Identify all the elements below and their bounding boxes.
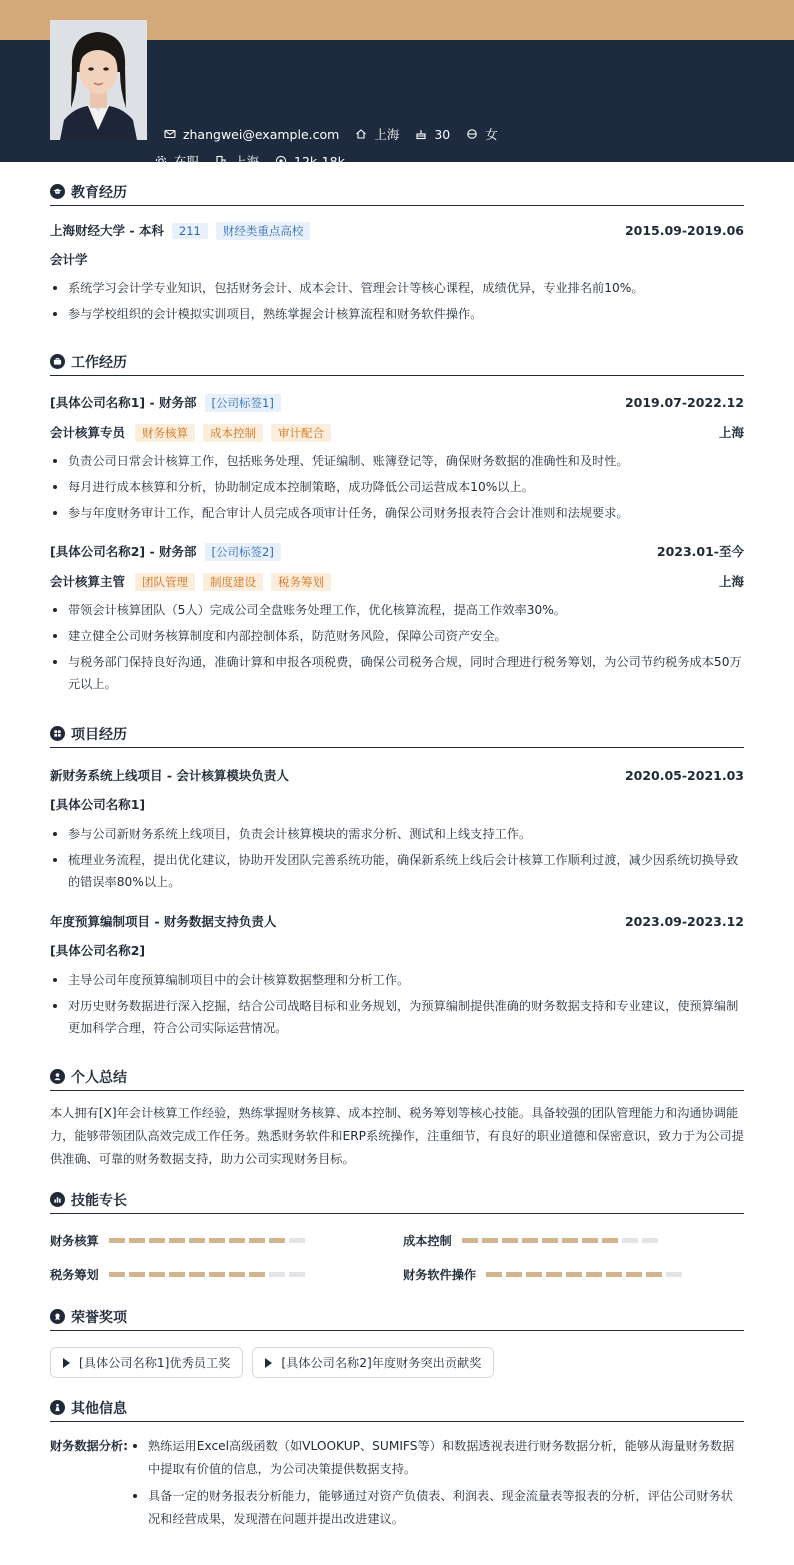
project-company: [具体公司名称1]	[50, 797, 146, 812]
skill-level-segment	[642, 1238, 658, 1243]
skill-level-segment	[522, 1238, 538, 1243]
school-tag: 211	[172, 223, 208, 239]
skill-level-segment	[189, 1272, 205, 1277]
status-item	[155, 152, 199, 170]
skill-level-segment	[462, 1238, 478, 1243]
project-period: 2023.09-2023.12	[624, 913, 744, 929]
age-text: 30	[434, 126, 451, 142]
skill-level-segment	[289, 1238, 305, 1243]
skill-level-segment	[626, 1272, 642, 1277]
education-title-text: 教育经历	[71, 184, 127, 201]
job-bullets	[50, 599, 744, 695]
skill-item	[403, 1231, 744, 1249]
user-icon	[50, 1069, 65, 1084]
settings-icon	[155, 155, 167, 167]
honor-label: [具体公司名称2]年度财务突出贡献奖	[281, 1356, 482, 1370]
project-name: 年度预算编制项目 - 财务数据支持负责人	[50, 914, 277, 929]
skill-name: 财务软件操作	[403, 1267, 477, 1282]
projects-title-text: 项目经历	[71, 726, 127, 743]
skill-level-bar	[486, 1272, 686, 1277]
skill-level-segment	[269, 1272, 285, 1277]
education-period: 2015.09-2019.06	[624, 222, 744, 238]
skill-level-segment	[542, 1238, 558, 1243]
summary-title-text: 个人总结	[71, 1069, 127, 1086]
skill-level-segment	[482, 1238, 498, 1243]
skill-level-segment	[646, 1272, 662, 1277]
school-tag: 财经类重点高校	[216, 222, 311, 240]
major-name: 会计学	[50, 252, 88, 267]
city-item	[355, 125, 399, 143]
list-item: 建立健全公司财务核算制度和内部控制体系，防范财务风险，保障公司资产安全。	[50, 625, 744, 647]
job-period: 2019.07-2022.12	[624, 394, 744, 410]
job-bullets	[50, 450, 744, 524]
skill-tag: 制度建设	[203, 573, 263, 591]
job-head	[50, 391, 744, 413]
project-bullets	[50, 823, 744, 893]
project-bullets	[50, 969, 744, 1039]
list-item: 梳理业务流程，提出优化建议，协助开发团队完善系统功能，确保新系统上线后会计核算工作顺利过渡，减少因系统切换导致的错误率80%以上。	[50, 849, 744, 893]
award-icon	[50, 1309, 65, 1324]
company-tag: [公司标签2]	[205, 543, 281, 561]
email-text: zhangwei@example.com	[182, 126, 340, 142]
bar-chart-icon	[50, 1192, 65, 1207]
skill-name: 成本控制	[403, 1233, 452, 1248]
honor-label: [具体公司名称1]优秀员工奖	[79, 1356, 231, 1370]
skill-level-segment	[606, 1272, 622, 1277]
project-period: 2020.05-2021.03	[624, 767, 744, 783]
list-item: 对历史财务数据进行深入挖掘，结合公司战略目标和业务规划，为预算编制提供准确的财务数据支持和专业建议，使预算编制更加科学合理，符合公司实际运营情况。	[50, 995, 744, 1039]
honor-item[interactable]	[252, 1347, 494, 1378]
skill-level-segment	[582, 1238, 598, 1243]
skill-level-bar	[109, 1272, 309, 1277]
skill-level-bar	[109, 1238, 309, 1243]
projects-section-title	[50, 720, 744, 748]
play-icon	[265, 1358, 272, 1368]
skill-level-segment	[109, 1238, 125, 1243]
skill-level-segment	[149, 1238, 165, 1243]
position-line	[50, 421, 744, 443]
resume-body	[50, 178, 744, 1531]
skill-level-segment	[109, 1272, 125, 1277]
status-text: 在职	[174, 154, 200, 169]
skill-level-segment	[249, 1238, 265, 1243]
honors-section-title	[50, 1303, 744, 1331]
skill-tag: 审计配合	[271, 424, 331, 442]
honors-title-text: 荣誉奖项	[71, 1309, 127, 1326]
list-item: 系统学习会计学专业知识，包括财务会计、成本会计、管理会计等核心课程，成绩优异，专业排名前10%。	[50, 277, 744, 299]
project-head	[50, 764, 744, 786]
job-location: 上海	[718, 425, 744, 440]
email-item	[164, 127, 339, 142]
gender-text: 女	[485, 127, 498, 142]
other-info-row	[50, 1435, 744, 1531]
home-icon	[355, 128, 367, 140]
other-label: 财务数据分析:	[50, 1439, 128, 1453]
skill-level-segment	[129, 1272, 145, 1277]
position-info	[50, 572, 331, 591]
skills-section-title	[50, 1186, 744, 1214]
list-item: 具备一定的财务报表分析能力，能够通过对资产负债表、利润表、现金流量表等报表的分析，评估公司财务状况和经营成果，发现潜在问题并提出改进建议。	[130, 1485, 744, 1531]
skill-item	[403, 1265, 744, 1283]
other-bullets	[130, 1435, 744, 1531]
skills-title-text: 技能专长	[71, 1192, 127, 1209]
skill-item	[50, 1265, 403, 1283]
job-period: 2023.01-至今	[656, 544, 744, 559]
skill-level-segment	[502, 1238, 518, 1243]
work-section-title	[50, 348, 744, 376]
skill-level-segment	[602, 1238, 618, 1243]
city-text: 上海	[374, 127, 400, 142]
skill-level-segment	[562, 1238, 578, 1243]
coin-icon	[275, 155, 287, 167]
company-line	[50, 542, 281, 561]
person-icon	[50, 1400, 65, 1415]
work-title-text: 工作经历	[71, 354, 127, 371]
skill-level-segment	[269, 1238, 285, 1243]
summary-text: 本人拥有[X]年会计核算工作经验，熟练掌握财务核算、成本控制、税务筹划等核心技能。具备较强的团队管理能力和沟通协调能力，能够带领团队高效完成工作任务。熟悉财务软件和ERP系统操作，注重细节，有良好的职业道德和保密意识，致力于为公司提供准确、可靠的财务数据支持，助力公司实现财务目标。	[50, 1106, 744, 1166]
skill-level-segment	[209, 1238, 225, 1243]
skill-level-segment	[506, 1272, 522, 1277]
school-line	[50, 221, 310, 240]
list-item: 与税务部门保持良好沟通，准确计算和申报各项税费，确保公司税务合规，同时合理进行税务筹划，为公司节约税务成本50万元以上。	[50, 651, 744, 695]
other-title-text: 其他信息	[71, 1400, 127, 1417]
position-line	[50, 570, 744, 592]
skill-level-segment	[289, 1272, 305, 1277]
target-city-text: 上海	[234, 154, 260, 169]
skill-level-segment	[229, 1272, 245, 1277]
play-icon	[63, 1358, 70, 1368]
job-head	[50, 540, 744, 562]
skill-level-bar	[462, 1238, 662, 1243]
skill-level-segment	[229, 1238, 245, 1243]
other-section-title	[50, 1394, 744, 1422]
project-company: [具体公司名称2]	[50, 943, 146, 958]
honor-item[interactable]	[50, 1347, 243, 1378]
salary-item	[275, 154, 345, 169]
skill-level-segment	[526, 1272, 542, 1277]
position-info	[50, 423, 331, 442]
position-name: 会计核算主管	[50, 573, 126, 589]
list-item: 参与公司新财务系统上线项目，负责会计核算模块的需求分析、测试和上线支持工作。	[50, 823, 744, 845]
salary-text: 12k-18k	[294, 153, 345, 169]
skill-tag: 财务核算	[135, 424, 195, 442]
gender-icon	[466, 128, 478, 140]
education-entry-head	[50, 219, 744, 241]
skill-item	[50, 1231, 403, 1249]
graduation-cap-icon	[50, 184, 65, 199]
briefcase-icon	[50, 354, 65, 369]
list-item: 参与年度财务审计工作，配合审计人员完成各项审计任务，确保公司财务报表符合会计准则和法规要求。	[50, 502, 744, 524]
project-name: 新财务系统上线项目 - 会计核算模块负责人	[50, 768, 289, 783]
skill-level-segment	[129, 1238, 145, 1243]
position-name: 会计核算专员	[50, 424, 126, 440]
grid-icon	[50, 726, 65, 741]
list-item: 负责公司日常会计核算工作，包括账务处理、凭证编制、账簿登记等，确保财务数据的准确性和及时性。	[50, 450, 744, 472]
avatar	[50, 20, 147, 140]
list-item: 参与学校组织的会计模拟实训项目，熟练掌握会计核算流程和财务软件操作。	[50, 303, 744, 325]
contact-row	[140, 125, 514, 143]
job-location: 上海	[718, 574, 744, 589]
list-item: 主导公司年度预算编制项目中的会计核算数据整理和分析工作。	[50, 969, 744, 991]
skill-level-segment	[169, 1238, 185, 1243]
skill-level-segment	[149, 1272, 165, 1277]
building-icon	[215, 155, 227, 167]
skill-level-segment	[622, 1238, 638, 1243]
list-item: 带领会计核算团队（5人）完成公司全盘账务处理工作，优化核算流程，提高工作效率30%。	[50, 599, 744, 621]
cake-icon	[415, 128, 427, 140]
skill-name: 税务筹划	[50, 1267, 99, 1282]
skill-level-segment	[249, 1272, 265, 1277]
school-name: 上海财经大学 - 本科	[50, 222, 164, 238]
skills-grid	[50, 1231, 744, 1283]
skill-tag: 成本控制	[203, 424, 263, 442]
education-section-title	[50, 178, 744, 206]
education-bullets	[50, 277, 744, 325]
skill-level-segment	[486, 1272, 502, 1277]
list-item: 熟练运用Excel高级函数（如VLOOKUP、SUMIFS等）和数据透视表进行财务数据分析，能够从海量财务数据中提取有价值的信息，为公司决策提供数据支持。	[130, 1435, 744, 1481]
portrait-image	[50, 20, 147, 140]
gender-item	[466, 125, 498, 143]
skill-level-segment	[566, 1272, 582, 1277]
job-status-row	[155, 152, 361, 170]
mail-icon	[164, 128, 176, 140]
company-name: [具体公司名称1] - 财务部	[50, 394, 197, 410]
target-city-item	[215, 152, 259, 170]
age-item	[415, 127, 450, 142]
skill-level-segment	[586, 1272, 602, 1277]
company-tag: [公司标签1]	[205, 394, 281, 412]
honors-list	[50, 1347, 744, 1378]
skill-level-segment	[666, 1272, 682, 1277]
skill-level-segment	[546, 1272, 562, 1277]
skill-level-segment	[189, 1238, 205, 1243]
skill-level-segment	[169, 1272, 185, 1277]
skill-tag: 税务筹划	[271, 573, 331, 591]
project-head	[50, 910, 744, 932]
skill-name: 财务核算	[50, 1233, 99, 1248]
list-item: 每月进行成本核算和分析，协助制定成本控制策略，成功降低公司运营成本10%以上。	[50, 476, 744, 498]
summary-section-title	[50, 1063, 744, 1091]
company-name: [具体公司名称2] - 财务部	[50, 543, 197, 559]
skill-level-segment	[209, 1272, 225, 1277]
company-line	[50, 393, 281, 412]
skill-tag: 团队管理	[135, 573, 195, 591]
